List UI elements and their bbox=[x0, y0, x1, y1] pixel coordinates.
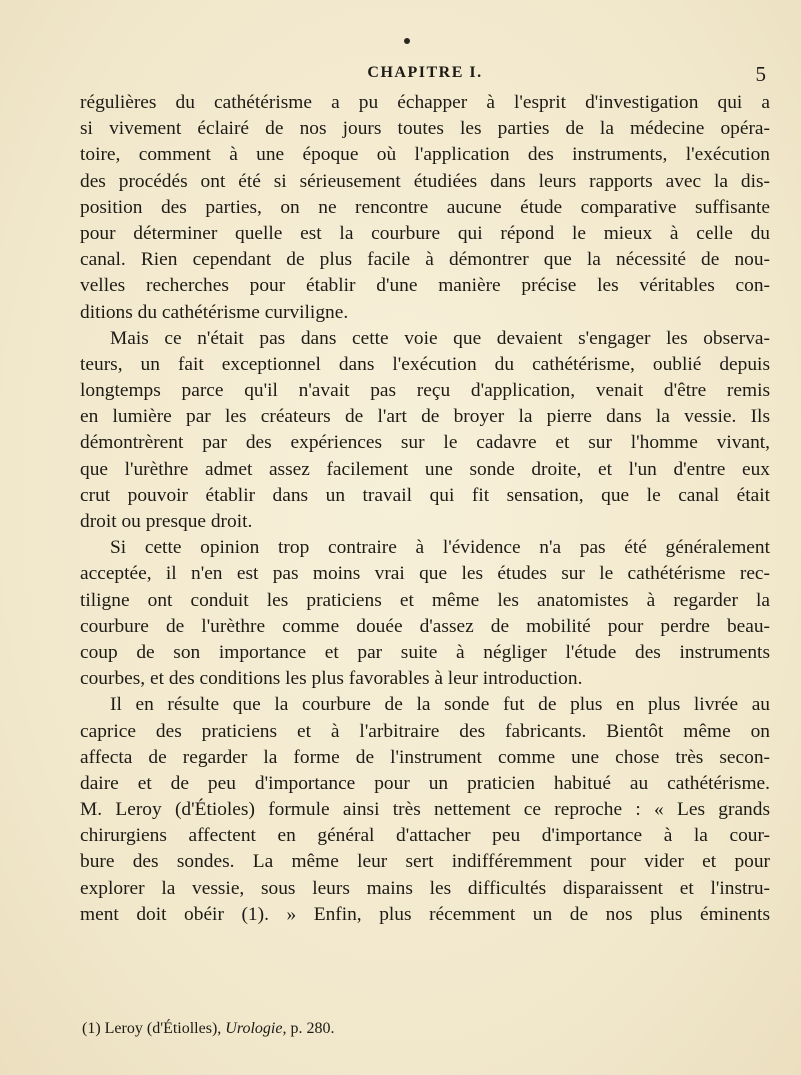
text-line: crut pouvoir établir dans un travail qui fit sensation, que le canal était bbox=[80, 484, 770, 506]
ink-dot bbox=[404, 38, 410, 44]
text-line: position des parties, on ne rencontre aucune étude comparative suffisante bbox=[80, 196, 770, 218]
text-line: régulières du cathétérisme a pu échapper à l'esprit d'investigation qui a bbox=[80, 92, 770, 113]
text-line: Si cette opinion trop contraire à l'évidence n'a pas été généralement bbox=[110, 537, 770, 559]
footnote-marker: (1) bbox=[82, 1020, 101, 1037]
text-line: pour déterminer quelle est la courbure qui répond le mieux à celle du bbox=[80, 222, 770, 244]
text-line: tiligne ont conduit les praticiens et même les anatomistes à regarder la bbox=[80, 589, 770, 611]
text-line: explorer la vessie, sous leurs mains les difficultés disparaissent et l'instru- bbox=[80, 877, 770, 899]
text-line: canal. Rien cependant de plus facile à démontrer que la nécessité de nou- bbox=[80, 249, 770, 271]
body-text bbox=[80, 90, 770, 928]
text-line: acceptée, il n'en est pas moins vrai que les études sur le cathétérisme rec- bbox=[80, 563, 770, 585]
text-line: longtemps parce qu'il n'avait pas reçu d'application, venait d'être remis bbox=[80, 380, 770, 402]
footnote-author: Leroy (d'Étiolles), bbox=[104, 1020, 222, 1037]
text-line: ditions du cathétérisme curviligne. bbox=[80, 301, 349, 323]
footnote bbox=[80, 1019, 772, 1039]
text-line: Il en résulte que la courbure de la sonde fut de plus en plus livrée au bbox=[110, 694, 770, 716]
page-number: 5 bbox=[755, 62, 766, 86]
text-line: bure des sondes. La même leur sert indifféremment pour vider et pour bbox=[80, 851, 770, 873]
text-line: droit ou presque droit. bbox=[80, 511, 253, 532]
running-head: CHAPITRE I. bbox=[367, 64, 483, 81]
text-line: affecta de regarder la forme de l'instrument comme une chose très secon- bbox=[80, 746, 770, 768]
footnote-page: p. 280. bbox=[290, 1020, 335, 1037]
text-line: des procédés ont été si sérieusement étudiées dans leurs rapports avec la dis- bbox=[80, 170, 770, 192]
text-line: coup de son importance et par suite à négliger l'étude des instruments bbox=[80, 641, 770, 663]
text-line: courbes, et des conditions les plus favorables à leur introduction. bbox=[80, 668, 583, 690]
text-line: en lumière par les créateurs de l'art de broyer la pierre dans la vessie. Ils bbox=[80, 406, 770, 428]
text-line: courbure de l'urèthre comme douée d'assez de mobilité pour perdre beau- bbox=[80, 615, 770, 637]
page-header bbox=[80, 64, 770, 90]
footnote-work: Urologie, bbox=[225, 1020, 287, 1037]
text-line: Mais ce n'était pas dans cette voie que devaient s'engager les observa- bbox=[110, 327, 770, 349]
text-line: chirurgiens affectent en général d'attacher peu d'importance à la cour- bbox=[80, 825, 770, 847]
text-line: daire et de peu d'importance pour un praticien habitué au cathétérisme. bbox=[80, 772, 770, 794]
text-line: si vivement éclairé de nos jours toutes les parties de la médecine opéra- bbox=[80, 118, 770, 140]
text-line: velles recherches pour établir d'une manière précise les véritables con- bbox=[80, 275, 770, 297]
text-line: que l'urèthre admet assez facilement une sonde droite, et l'un d'entre eux bbox=[80, 458, 770, 480]
text-line: teurs, un fait exceptionnel dans l'exécution du cathétérisme, oublié depuis bbox=[80, 353, 770, 375]
text-line: caprice des praticiens et à l'arbitraire des fabricants. Bientôt même on bbox=[80, 720, 770, 742]
text-line: démontrèrent par des expériences sur le cadavre et sur l'homme vivant, bbox=[80, 432, 770, 454]
text-line: toire, comment à une époque où l'application des instruments, l'exécution bbox=[80, 144, 770, 166]
text-line: M. Leroy (d'Étioles) formule ainsi très nettement ce reproche : « Les grands bbox=[80, 799, 770, 821]
text-line: ment doit obéir (1). » Enfin, plus récemment un de nos plus éminents bbox=[80, 903, 770, 925]
